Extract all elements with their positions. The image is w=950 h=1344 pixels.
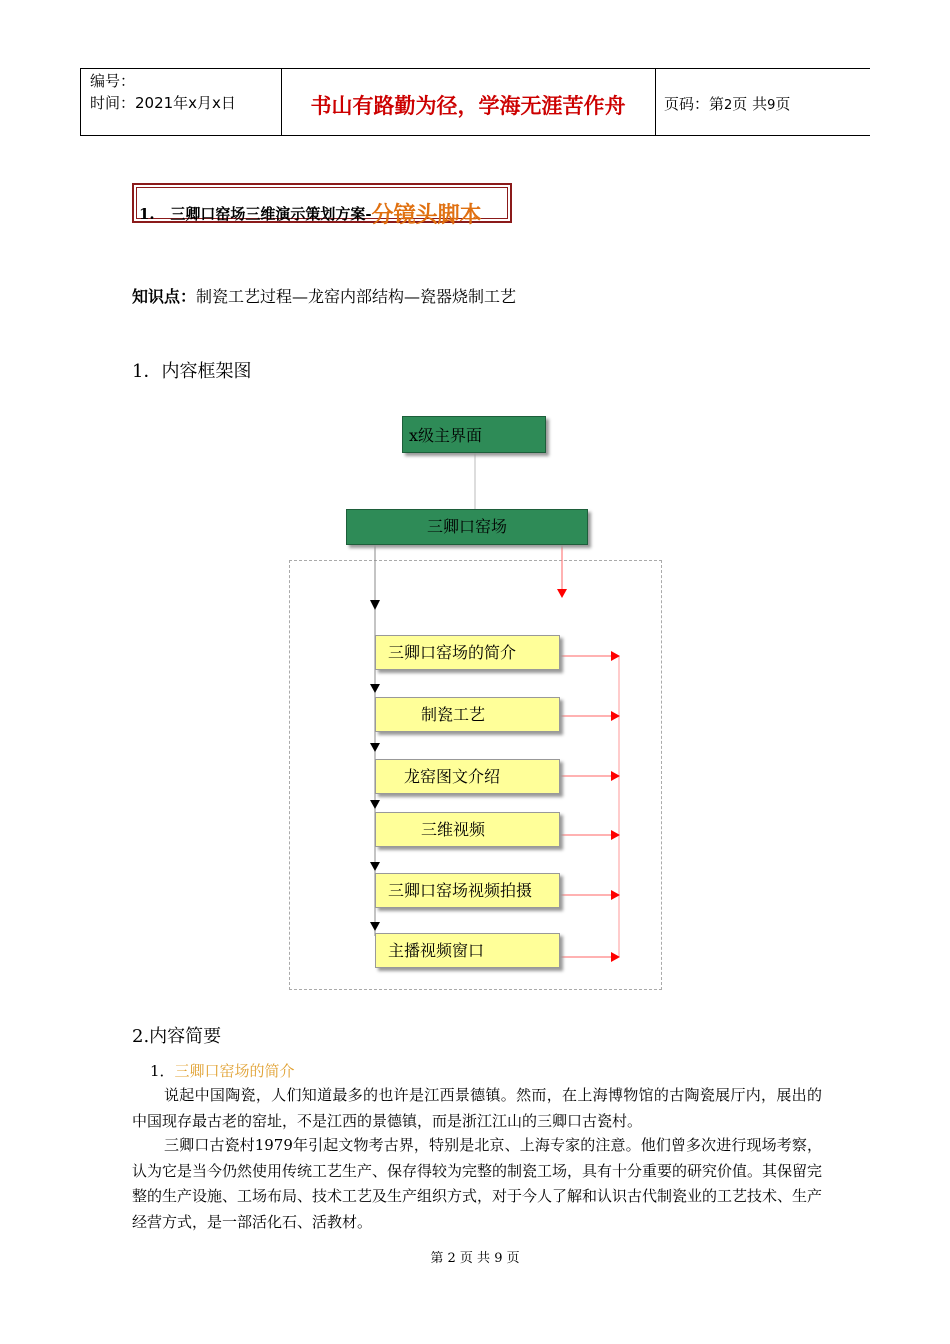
section-2-heading: 2.内容简要 xyxy=(132,1026,222,1047)
black-arrow xyxy=(370,922,380,931)
main-interface-box[interactable]: x级主界面 xyxy=(402,416,546,453)
page-footer: 第 2 页 共 9 页 xyxy=(430,1251,520,1266)
item-box-3d-video[interactable]: 三维视频 xyxy=(375,812,560,847)
item-box-intro[interactable]: 三卿口窑场的简介 xyxy=(375,635,560,670)
subsection-1-heading: 1．三卿口窑场的简介 xyxy=(150,1062,295,1080)
item-box-host-window[interactable]: 主播视频窗口 xyxy=(375,933,560,968)
header-number: 编号： xyxy=(90,72,136,90)
header-page-info: 页码：第2页 共9页 xyxy=(664,95,791,113)
kiln-site-box[interactable]: 三卿口窑场 xyxy=(346,509,588,545)
red-horizontal-lines xyxy=(560,656,612,957)
item-box-dragon-kiln[interactable]: 龙窑图文介绍 xyxy=(375,759,560,794)
black-arrow xyxy=(370,600,380,610)
item-box-craft[interactable]: 制瓷工艺 xyxy=(375,697,560,732)
paragraph-1: 说起中国陶瓷，人们知道最多的也许是江西景德镇。然而，在上海博物馆的古陶瓷展厅内，展出的中国现存最古老的窑址，不是江西的景德镇，而是浙江江山的三卿口古瓷村。 xyxy=(132,1086,822,1130)
section-1-heading: 1．内容框架图 xyxy=(132,361,252,382)
black-arrow xyxy=(370,800,380,809)
title-highlight: 分镜头脚本 xyxy=(371,202,482,228)
item-box-video-shoot[interactable]: 三卿口窑场视频拍摄 xyxy=(375,873,560,908)
header-motto: 书山有路勤为径，学海无涯苦作舟 xyxy=(310,93,626,118)
document-title: 1. 三卿口窑场三维演示策划方案-分镜头脚本 xyxy=(139,202,482,228)
black-arrow xyxy=(370,684,380,693)
red-arrow xyxy=(557,589,567,598)
header-time: 时间：2021年x月x日 xyxy=(90,94,236,112)
paragraph-2: 三卿口古瓷村1979年引起文物考古界，特别是北京、上海专家的注意。他们曾多次进行现场考察，认为它是当今仍然使用传统工艺生产、保存得较为完整的制瓷工场，具有十分重要的研究价值。其保留完整的生产设施、工场布局、技术工艺及生产组织方式，对于今人了解和认识古代制瓷业的工艺技术、生产经营方式，是一部活化石、活教材。 xyxy=(132,1136,823,1231)
black-arrow xyxy=(370,743,380,752)
knowledge-points: 知识点：制瓷工艺过程—龙窑内部结构—瓷器烧制工艺 xyxy=(132,287,517,306)
black-arrow xyxy=(370,862,380,871)
